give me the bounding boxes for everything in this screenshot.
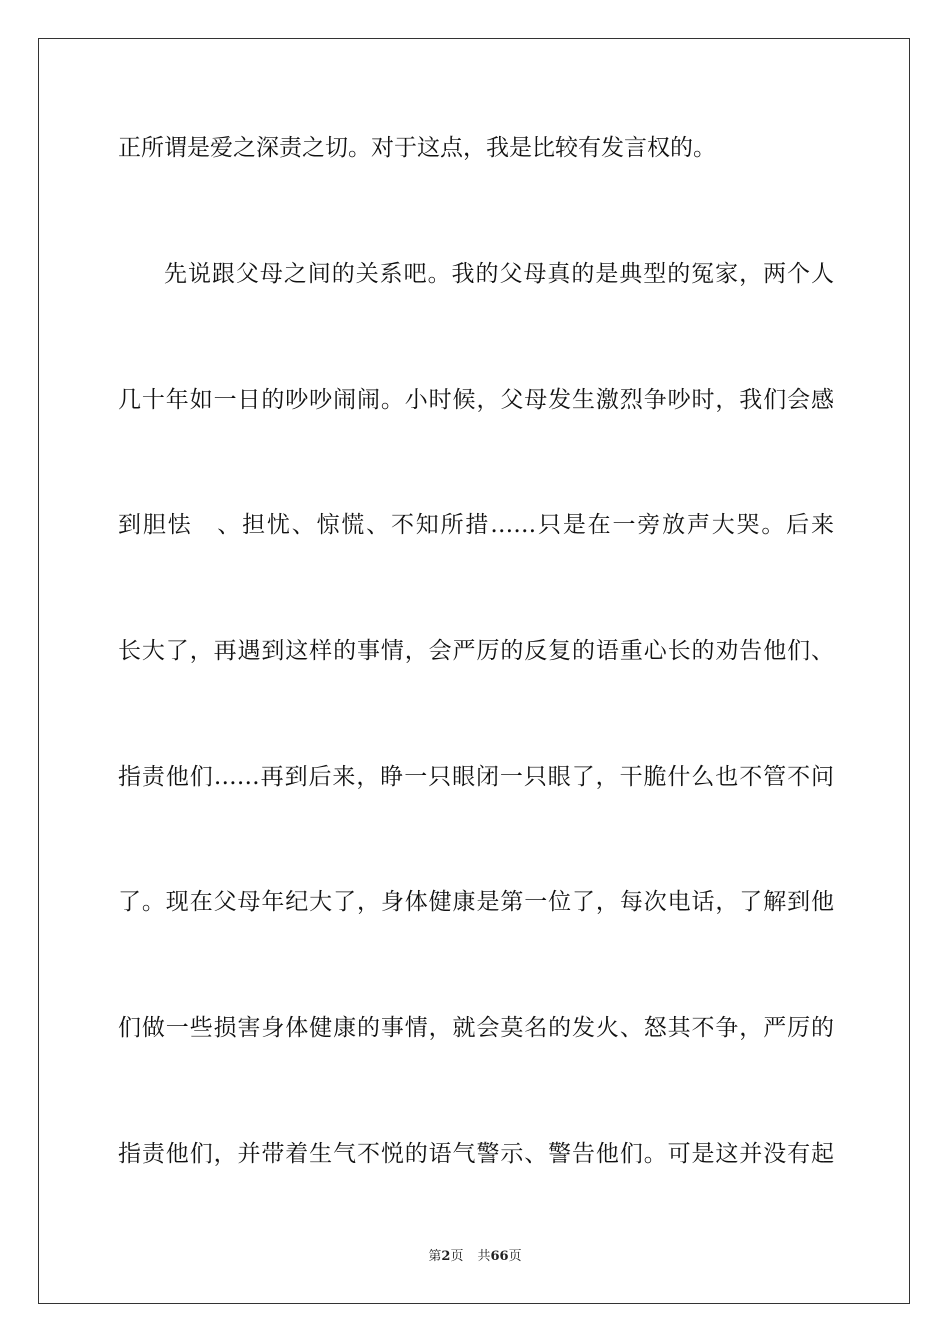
body-line: 了。现在父母年纪大了，身体健康是第一位了，每次电话，了解到他	[118, 889, 834, 915]
body-line: 长大了，再遇到这样的事情，会严厉的反复的语重心长的劝告他们、	[118, 638, 834, 664]
body-line: 指责他们……再到后来，睁一只眼闭一只眼了，干脆什么也不管不问	[118, 764, 834, 790]
body-line: 先说跟父母之间的关系吧。我的父母真的是典型的冤家，两个人	[164, 261, 834, 287]
body-line: 指责他们，并带着生气不悦的语气警示、警告他们。可是这并没有起	[118, 1141, 834, 1167]
body-line: 几十年如一日的吵吵闹闹。小时候，父母发生激烈争吵时，我们会感	[118, 387, 834, 413]
footer-page-prefix: 第	[428, 1249, 442, 1264]
footer-page-suffix: 页	[450, 1249, 464, 1264]
body-line: 们做一些损害身体健康的事情，就会莫名的发火、怒其不争，严厉的	[118, 1015, 834, 1041]
footer-total-prefix: 共	[477, 1249, 491, 1264]
footer-total-suffix: 页	[508, 1249, 522, 1264]
body-line: 正所谓是爱之深责之切。对于这点，我是比较有发言权的。	[118, 135, 716, 161]
body-line: 到胆怯 、担忧、惊慌、不知所措……只是在一旁放声大哭。后来	[118, 512, 834, 538]
page-footer	[0, 1245, 950, 1264]
footer-page-current: 2	[441, 1249, 451, 1264]
footer-page-total: 66	[490, 1249, 509, 1264]
page-border	[38, 38, 910, 1304]
